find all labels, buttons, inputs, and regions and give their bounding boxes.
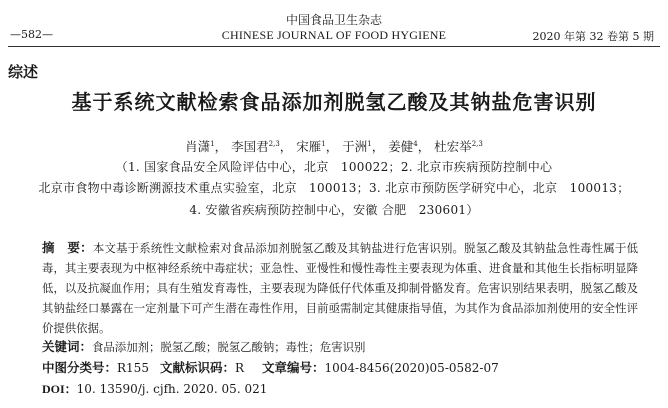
article-number-label: 文章编号：: [262, 360, 325, 375]
author-name: 李国君: [231, 139, 269, 154]
keywords-label: 关键词：: [42, 339, 93, 354]
affiliation-line-3: 4. 安徽省疾病预防控制中心，安徽 合肥 230601）: [189, 203, 479, 217]
article-number: [262, 358, 499, 376]
affiliation-line-1: （1. 国家食品安全风险评估中心，北京 100022；2. 北京市疾病预防控制中心: [115, 160, 553, 174]
clc-label: 中图分类号：: [42, 360, 118, 375]
author-affiliation-mark: 1: [367, 139, 372, 148]
classification-row: [42, 358, 642, 376]
doi-value: 10. 13590/j. cjfh. 2020. 05. 021: [76, 382, 268, 396]
document-code: [160, 358, 262, 376]
abstract: [42, 238, 638, 338]
clc-number: [42, 358, 160, 376]
clc-value: R155: [117, 361, 149, 375]
affiliation-line-2: 北京市食物中毒诊断溯源技术重点实验室，北京 100013；3. 北京市预防医学研究中心，北京 100013；: [38, 181, 630, 195]
author-affiliation-mark: 2,3: [268, 139, 280, 148]
header-rule: [8, 46, 660, 47]
keywords: [42, 337, 365, 355]
doi-label: DOI：: [42, 382, 77, 396]
doi: [42, 380, 267, 397]
author-affiliation-mark: 1: [321, 139, 326, 148]
abstract-text: 本文基于系统性文献检索对食品添加剂脱氢乙酸及其钠盐进行危害识别。脱氢乙酸及其钠盐急性毒性属于低毒，其主要表现为中枢神经系统中毒症状；亚急性、亚慢性和慢性毒性主要表现为体重、进食量和其他生长指标明显降低，以及抗凝血作用；具有生殖发育毒性，主要表现为降低仔代体重及抑制骨骼发育。危害识别结果表明，脱氢乙酸及其钠盐经口暴露在一定剂量下可产生潜在毒性作用，目前亟需制定其健康指导值，为其作为食品添加剂使用的安全性评价提供依据。: [42, 241, 638, 335]
author-name: 杜宏举: [434, 139, 472, 154]
journal-name-en: CHINESE JOURNAL OF FOOD HYGIENE: [221, 28, 447, 42]
author-name: 宋雁: [296, 139, 322, 154]
article-number-value: 1004-8456(2020)05-0582-07: [324, 361, 499, 375]
author-list: 肖潇$^1$， 李国君$^{2,3}$， 宋雁$^1$， 于洲$^1$， 姜健$^4$， 杜宏举$^{2,3}$: [185, 139, 483, 154]
article-category: 综述: [8, 63, 39, 81]
abstract-label: 摘 要：: [42, 240, 93, 255]
author-name: 肖潇: [185, 139, 211, 154]
article-title: 基于系统文献检索食品添加剂脱氢乙酸及其钠盐危害识别: [71, 90, 597, 114]
author-name: 于洲: [342, 139, 368, 154]
author-affiliation-mark: 4: [413, 139, 418, 148]
running-header-journal-cn: 中国食品卫生杂志: [285, 13, 382, 27]
keywords-text: 食品添加剂；脱氢乙酸；脱氢乙酸钠；毒性；危害识别: [92, 340, 366, 354]
document-code-value: R: [235, 361, 245, 375]
author-name: 姜健: [388, 139, 414, 154]
document-code-label: 文献标识码：: [160, 360, 236, 375]
page-number: —582—: [10, 28, 53, 41]
author-affiliation-mark: 2,3: [471, 139, 483, 148]
author-affiliation-mark: 1: [210, 139, 215, 148]
issue-info: 2020 年第 32 卷第 5 期: [532, 30, 654, 43]
